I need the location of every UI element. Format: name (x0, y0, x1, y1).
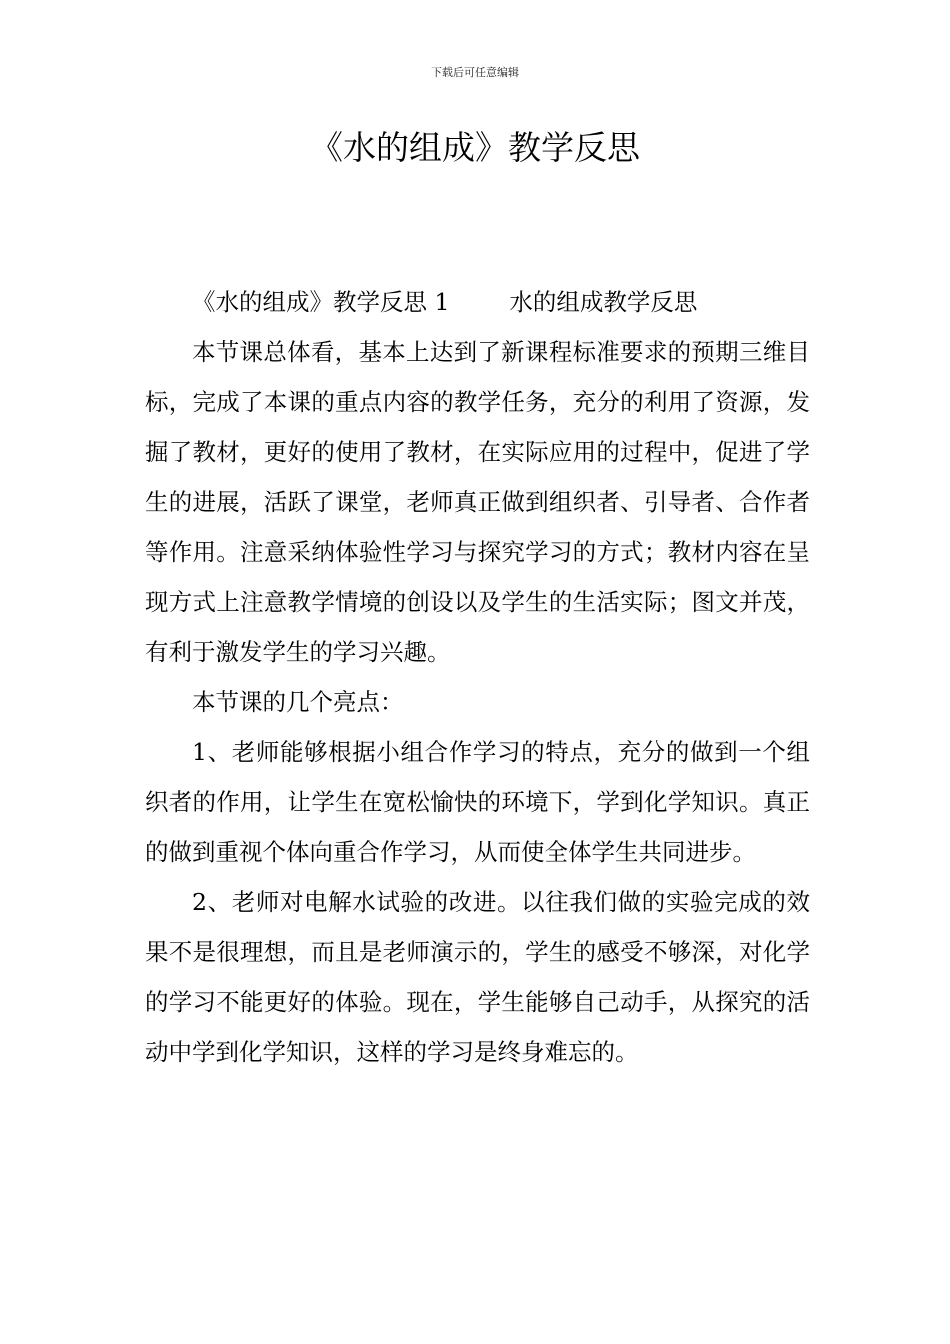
paragraph-highlight-2: 2、老师对电解水试验的改进。以往我们做的实验完成的效果不是很理想，而且是老师演示的，学生的感受不够深，对化学的学习不能更好的体验。现在，学生能够自己动手，从探究的活动中学到化学知识，这样的学习是终身难忘的。 (145, 888, 810, 1066)
section-subheading (145, 277, 810, 327)
subheading-left: 《水的组成》教学反思 1 (192, 288, 450, 316)
paragraph-highlight-1: 1、老师能够根据小组合作学习的特点，充分的做到一个组织者的作用，让学生在宽松愉快的环境下，学到化学知识。真正的做到重视个体向重合作学习，从而使全体学生共同进步。 (145, 738, 810, 866)
paragraph-highlights-heading: 本节课的几个亮点： (192, 688, 404, 716)
header-note: 下载后可任意编辑 (431, 66, 519, 79)
page-title: 《水的组成》教学反思 (310, 128, 640, 167)
subheading-right: 水的组成教学反思 (509, 288, 698, 316)
document-body (145, 277, 810, 1077)
paragraph-summary: 本节课总体看，基本上达到了新课程标准要求的预期三维目标，完成了本课的重点内容的教学任务，充分的利用了资源，发掘了教材，更好的使用了教材，在实际应用的过程中，促进了学生的进展，活跃了课堂，老师真正做到组织者、引导者、合作者等作用。注意采纳体验性学习与探究学习的方式；教材内容在呈现方式上注意教学情境的创设以及学生的生活实际；图文并茂，有利于激发学生的学习兴趣。 (145, 338, 810, 666)
